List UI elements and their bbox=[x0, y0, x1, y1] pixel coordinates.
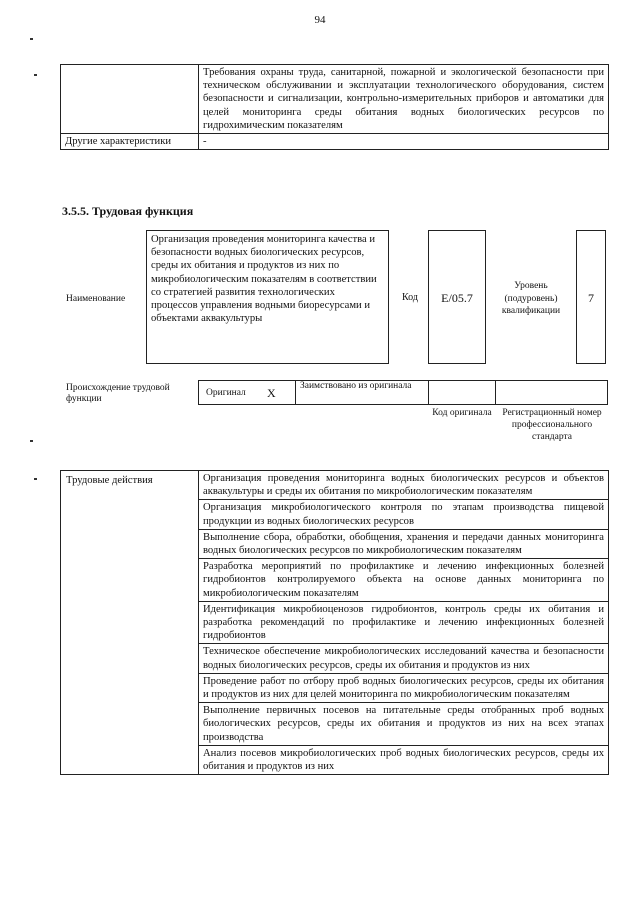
code-label: Код bbox=[402, 292, 418, 303]
labor-action-item: Организация проведения мониторинга водных биологических ресурсов и объектов аквакультуры и среды их обитания по микробиологическим показателям bbox=[199, 471, 609, 500]
original-label: Оригинал bbox=[206, 388, 246, 398]
code-original-cell bbox=[428, 380, 496, 405]
table-row bbox=[61, 471, 609, 500]
borrowed-cell bbox=[295, 380, 429, 405]
labor-actions-label: Трудовые действия bbox=[61, 471, 199, 775]
level-box bbox=[576, 230, 606, 364]
table-row bbox=[61, 65, 609, 134]
code-value: E/05.7 bbox=[441, 291, 473, 305]
row-value: Требования охраны труда, санитарной, пожарной и экологической безопасности при техническом обслуживании и эксплуатации технологического оборудования, систем безопасности и сигнализации, контрольно-измерительных приборов и автоматики для целей мониторинга среды обитания водных биологических ресурсов по гидрохимическим показателям bbox=[199, 65, 609, 134]
margin-mark bbox=[30, 38, 33, 40]
table-row bbox=[61, 134, 609, 150]
labor-action-item: Идентификация микробиоценозов гидробионтов, контроль среды их обитания и разработка рекомендаций по профилактике и лечению инфекционных болезней гидробионтов bbox=[199, 601, 609, 644]
code-box bbox=[428, 230, 486, 364]
labor-action-item: Техническое обеспечение микробиологических исследований качества и безопасности водных биологических ресурсов, среды их обитания и продуктов из них bbox=[199, 644, 609, 673]
labor-actions-table bbox=[60, 470, 609, 775]
function-name-value: Организация проведения мониторинга качества и безопасности водных биологических ресурсов, среды их обитания и продуктов из них по микробиологическим показателям в соответствии со стратегией развития технологических процессов управления водными биоресурсами и объектами аквакультуры bbox=[151, 234, 377, 325]
level-value: 7 bbox=[588, 291, 594, 305]
original-mark: X bbox=[267, 386, 276, 400]
borrowed-label: Заимствовано из оригинала bbox=[300, 381, 412, 391]
page-number: 94 bbox=[314, 14, 326, 26]
margin-mark bbox=[34, 74, 37, 76]
reg-number-cell bbox=[495, 380, 608, 405]
labor-action-item: Разработка мероприятий по профилактике и лечению инфекционных болезней гидробионтов контролируемого объекта на основе данных мониторинга по микробиологическим показателям bbox=[199, 559, 609, 602]
row-label: Другие характеристики bbox=[61, 134, 199, 150]
reg-number-label: Регистрационный номер профессионального стандарта bbox=[502, 408, 602, 442]
row-label bbox=[61, 65, 199, 134]
margin-mark bbox=[30, 440, 33, 442]
margin-mark bbox=[34, 478, 37, 480]
level-label: Уровень (подуровень) квалификации bbox=[501, 281, 561, 316]
labor-action-item: Организация микробиологического контроля по этапам производства пищевой продукции из водных биологических ресурсов bbox=[199, 500, 609, 529]
labor-action-item: Выполнение сбора, обработки, обобщения, хранения и передачи данных мониторинга водных биологических ресурсов по микробиологическим показателям bbox=[199, 529, 609, 558]
labor-action-item: Проведение работ по отбору проб водных биологических ресурсов, среды их обитания и продуктов из них для целей мониторинга по микробиологическим показателям bbox=[199, 673, 609, 702]
labor-action-item: Анализ посевов микробиологических проб водных биологических ресурсов, среды их обитания и продуктов из них bbox=[199, 745, 609, 774]
function-name-box bbox=[146, 230, 389, 364]
original-cell bbox=[198, 380, 296, 405]
name-label: Наименование bbox=[66, 294, 126, 304]
requirements-table bbox=[60, 64, 609, 150]
code-original-label: Код оригинала bbox=[432, 408, 492, 418]
labor-action-item: Выполнение первичных посевов на питательные среды отобранных проб водных биологических ресурсов, среды их обитания и продуктов из них на всех этапах производства bbox=[199, 703, 609, 746]
section-title: 3.5.5. Трудовая функция bbox=[62, 204, 194, 218]
origin-label: Происхождение трудовой функции bbox=[66, 383, 170, 404]
row-value: - bbox=[199, 134, 609, 150]
